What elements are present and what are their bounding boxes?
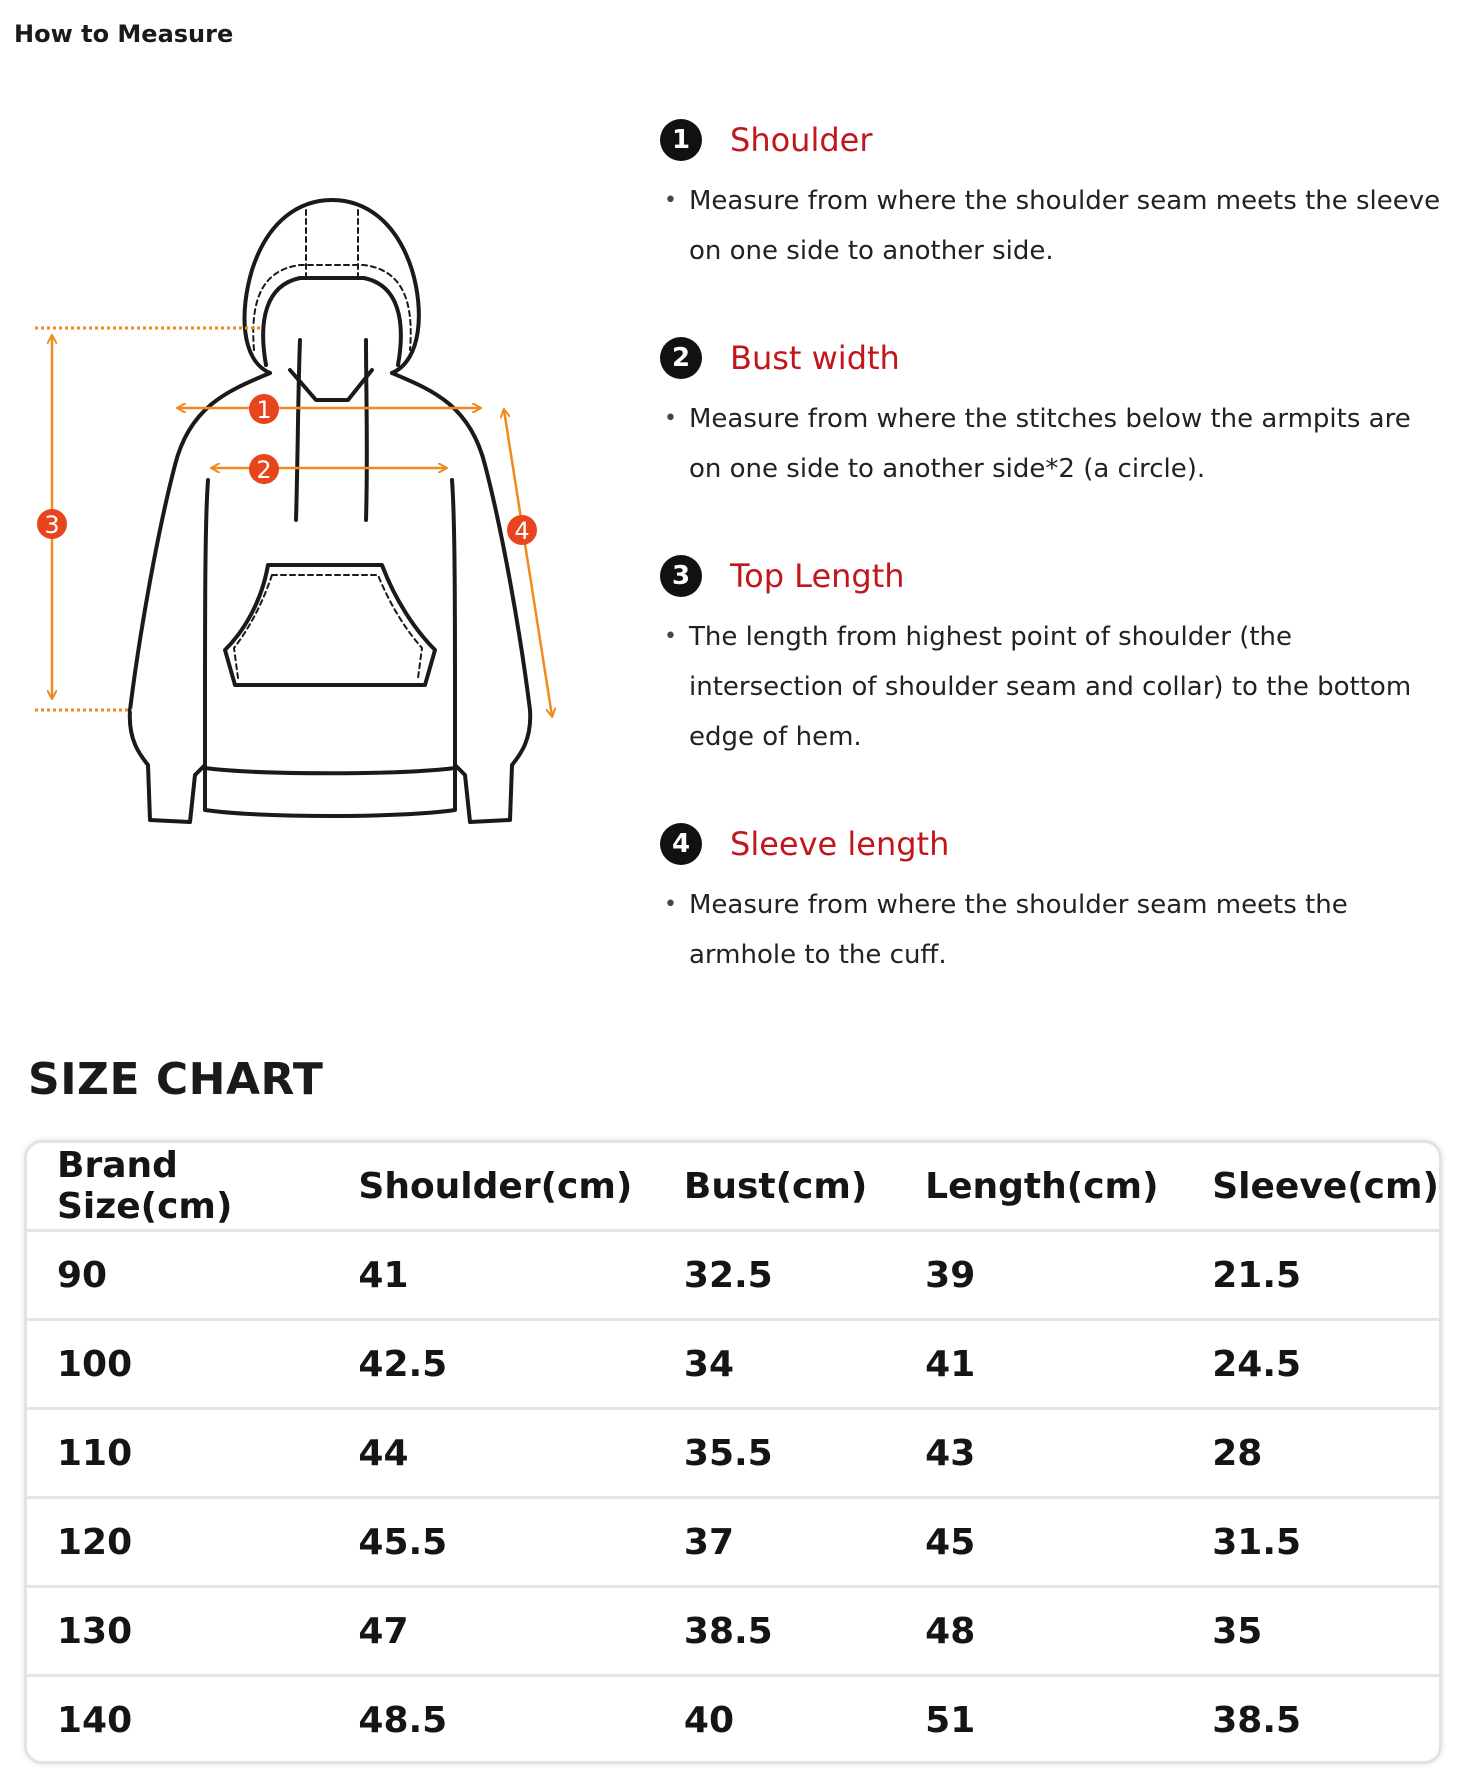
table-cell: 34: [654, 1320, 895, 1409]
step-description: • The length from highest point of shoulder (the intersection of shoulder seam and collar) to the bottom edge of hem.: [660, 612, 1450, 762]
table-cell: 39: [895, 1231, 1182, 1320]
table-cell: 37: [654, 1498, 895, 1587]
table-cell: 48: [895, 1587, 1182, 1676]
table-row: [27, 1231, 1439, 1320]
step-description: • Measure from where the shoulder seam meets the armhole to the cuff.: [660, 880, 1450, 980]
table-cell: 21.5: [1182, 1231, 1439, 1320]
table-row: [27, 1676, 1439, 1764]
marker-1-label: 1: [256, 396, 272, 424]
marker-2-label: 2: [256, 456, 272, 484]
table-cell: 51: [895, 1676, 1182, 1764]
table-cell: 44: [328, 1409, 654, 1498]
table-cell: 31.5: [1182, 1498, 1439, 1587]
step-length: [660, 554, 1450, 822]
hoodie-outline: [130, 200, 530, 822]
step-title: Top Length: [730, 557, 905, 595]
size-chart-heading: SIZE CHART: [28, 1054, 324, 1105]
table-row: [27, 1320, 1439, 1409]
step-number-badge: 4: [660, 823, 702, 865]
table-cell: 43: [895, 1409, 1182, 1498]
table-cell: 120: [27, 1498, 328, 1587]
table-cell: 42.5: [328, 1320, 654, 1409]
table-row: [27, 1498, 1439, 1587]
table-cell: 100: [27, 1320, 328, 1409]
step-title: Sleeve length: [730, 825, 950, 863]
column-header: Brand Size(cm): [57, 1145, 233, 1227]
step-number-badge: 3: [660, 555, 702, 597]
step-description: • Measure from where the shoulder seam meets the sleeve on one side to another side.: [660, 176, 1450, 276]
table-row: [27, 1587, 1439, 1676]
column-header: Shoulder(cm): [358, 1165, 633, 1207]
table-cell: 41: [328, 1231, 654, 1320]
table-row: [27, 1409, 1439, 1498]
table-cell: 110: [27, 1409, 328, 1498]
step-number-badge: 2: [660, 337, 702, 379]
column-header: Length(cm): [925, 1165, 1159, 1207]
column-header: Bust(cm): [683, 1165, 868, 1207]
step-sleeve: [660, 822, 1450, 1040]
measure-steps: [660, 118, 1450, 1040]
table-cell: 38.5: [1182, 1676, 1439, 1764]
table-cell: 90: [27, 1231, 328, 1320]
sleeve-arrow: [504, 410, 552, 716]
page-title: How to Measure: [14, 20, 234, 48]
table-header-row: [27, 1143, 1439, 1231]
marker-3-label: 3: [44, 511, 60, 539]
table-cell: 35.5: [654, 1409, 895, 1498]
table-cell: 45: [895, 1498, 1182, 1587]
table-cell: 35: [1182, 1587, 1439, 1676]
step-number-badge: 1: [660, 119, 702, 161]
step-title: Bust width: [730, 339, 900, 377]
table-cell: 140: [27, 1676, 328, 1764]
table-cell: 40: [654, 1676, 895, 1764]
step-bust: [660, 336, 1450, 554]
column-header: Sleeve(cm): [1212, 1165, 1439, 1207]
table-cell: 41: [895, 1320, 1182, 1409]
table-cell: 38.5: [654, 1587, 895, 1676]
step-title: Shoulder: [730, 121, 873, 159]
hoodie-diagram: [0, 190, 600, 850]
table-cell: 48.5: [328, 1676, 654, 1764]
table-cell: 28: [1182, 1409, 1439, 1498]
table-cell: 130: [27, 1587, 328, 1676]
table-cell: 24.5: [1182, 1320, 1439, 1409]
table-cell: 45.5: [328, 1498, 654, 1587]
table-cell: 32.5: [654, 1231, 895, 1320]
marker-4-label: 4: [514, 517, 530, 545]
step-shoulder: [660, 118, 1450, 336]
step-description: • Measure from where the stitches below the armpits are on one side to another side*2 (a circle).: [660, 394, 1450, 494]
table-cell: 47: [328, 1587, 654, 1676]
size-chart-table: [24, 1140, 1442, 1764]
